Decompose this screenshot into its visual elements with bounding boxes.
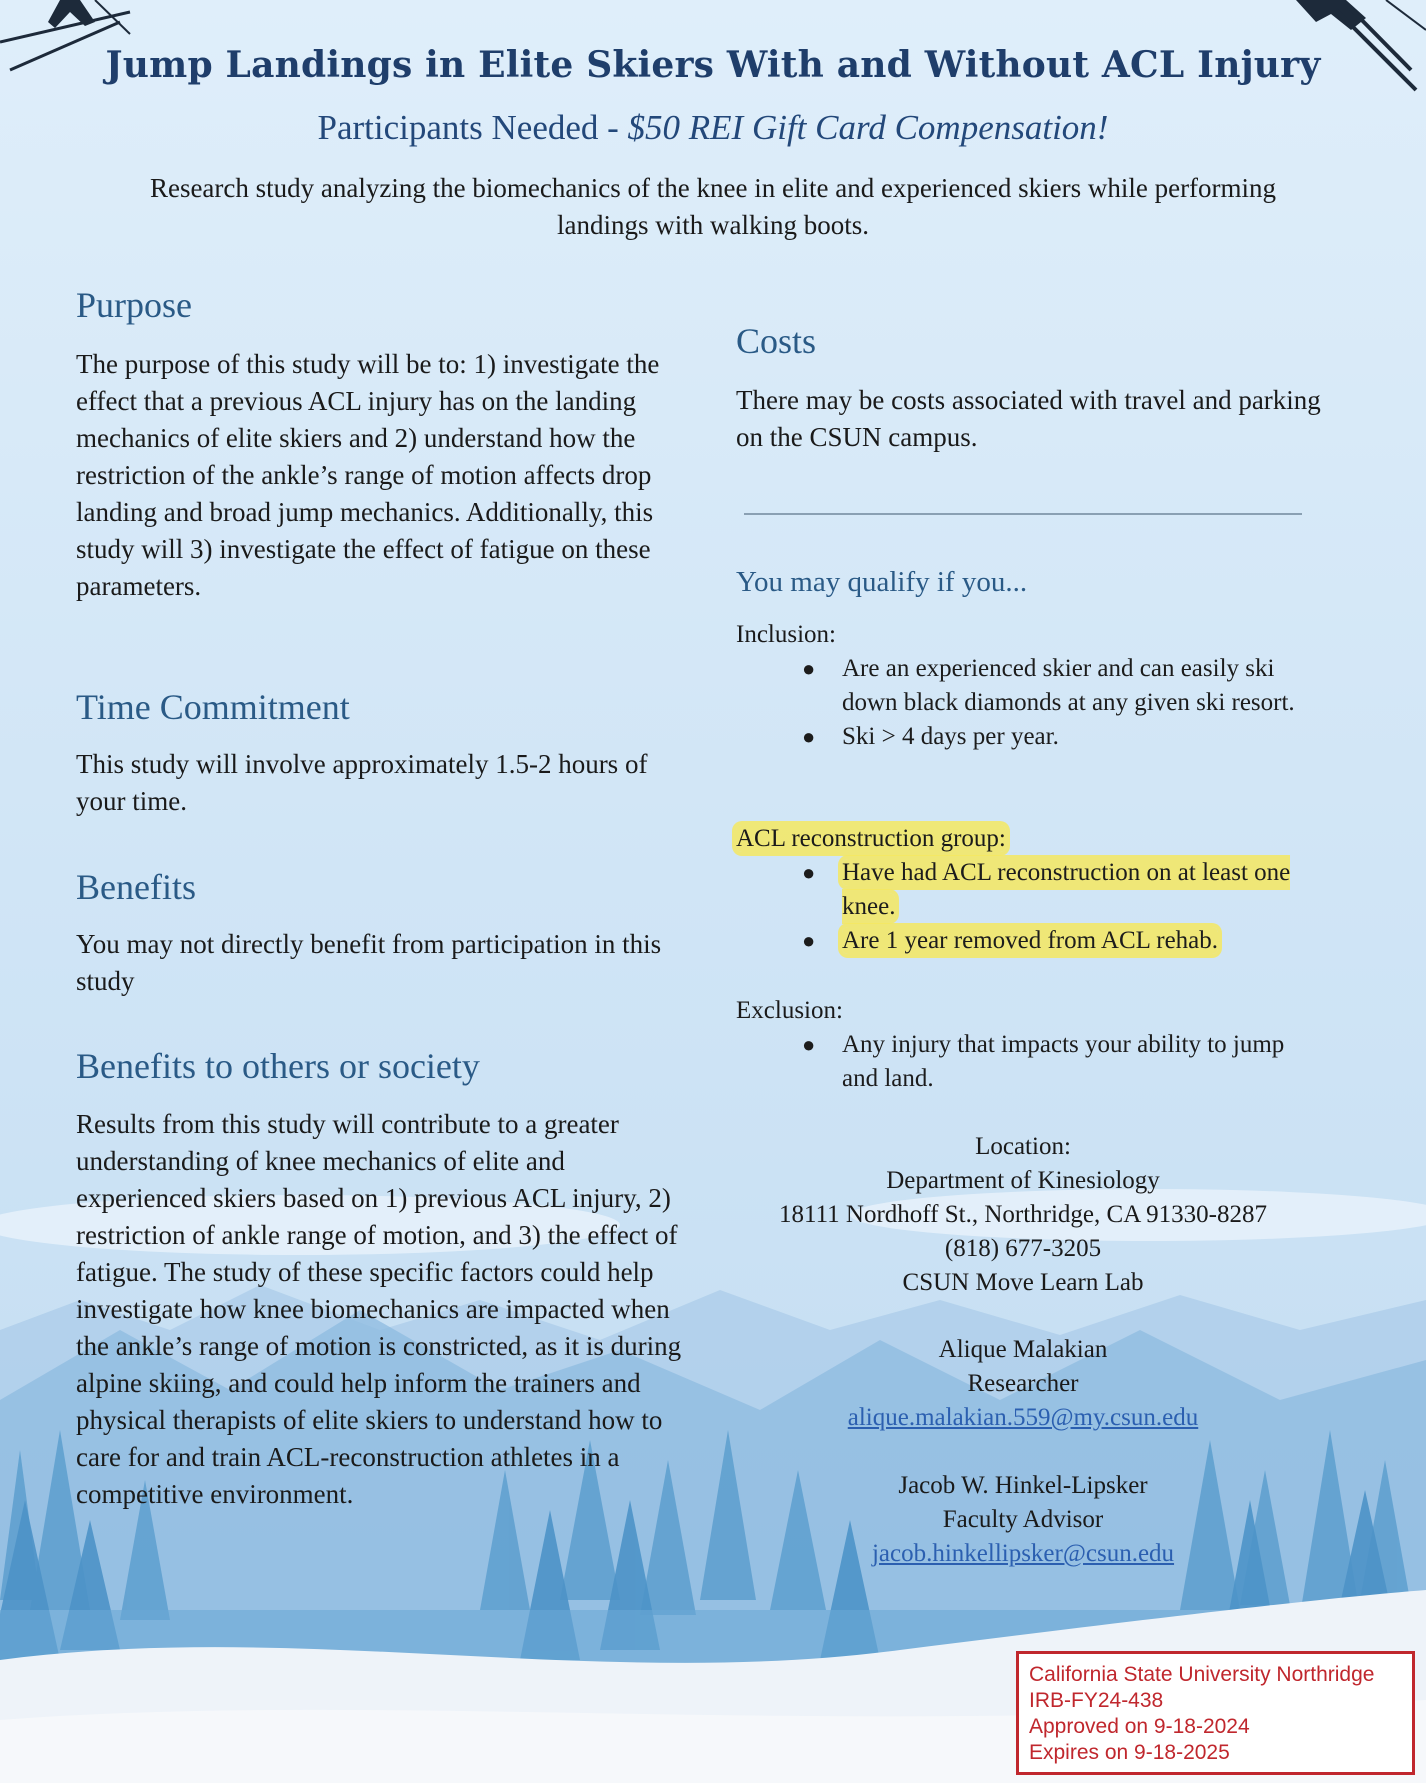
list-item <box>802 652 1307 720</box>
irb-expiry-date: Expires on 9-18-2025 <box>1029 1741 1230 1764</box>
location-label: Location: <box>975 1133 1071 1160</box>
benefits-heading: Benefits <box>76 867 196 907</box>
researcher-email-link[interactable]: alique.malakian.559@my.csun.edu <box>847 1404 1199 1431</box>
qualify-heading: You may qualify if you... <box>736 566 1028 598</box>
researcher-name: Alique Malakian <box>938 1336 1108 1363</box>
location-block <box>720 1130 1326 1300</box>
bullet-icon: ● <box>802 928 816 953</box>
inclusion-list <box>802 652 1307 754</box>
benefits-others-text: Results from this study will contribute to a greater understanding of knee mechanics of elite and experienced skiers based on 1) previous ACL injury, 2) restriction of ankle range of motion, and 3) the effect of fatigue. The study of these specific factors could help investigate how knee biomechanics are impacted when the ankle’s range of motion is constricted, as it is during alpine skiing, and could help inform the trainers and physical therapists of elite skiers to understand how to care for and train ACL-reconstruction athletes in a competitive environment. <box>76 1109 682 1509</box>
inclusion-label: Inclusion: <box>736 621 836 648</box>
inclusion-item-text: Are an experienced skier and can easily ski down black diamonds at any given ski resort. <box>842 655 1295 716</box>
section-divider <box>744 513 1302 515</box>
flyer-subtitle <box>0 108 1426 148</box>
location-department: Department of Kinesiology <box>886 1167 1160 1194</box>
benefits-text: You may not directly benefit from participation in this study <box>76 929 662 996</box>
list-item <box>802 1028 1307 1096</box>
purpose-heading: Purpose <box>76 285 192 325</box>
flyer-title: Jump Landings in Elite Skiers With and Without ACL Injury <box>105 44 1321 86</box>
benefits-others-heading: Benefits to others or society <box>76 1046 480 1086</box>
bullet-icon: ● <box>802 724 816 749</box>
bullet-icon: ● <box>802 656 816 681</box>
time-commitment-heading: Time Commitment <box>76 687 350 727</box>
costs-text: There may be costs associated with travel and parking on the CSUN campus. <box>736 385 1321 452</box>
location-lab: CSUN Move Learn Lab <box>902 1269 1144 1296</box>
exclusion-item-text: Any injury that impacts your ability to jump and land. <box>842 1031 1285 1092</box>
researcher-block <box>720 1333 1326 1435</box>
advisor-email-link[interactable]: jacob.hinkellipsker@csun.edu <box>871 1540 1175 1567</box>
list-item <box>802 856 1322 924</box>
highlight-mark: ACL reconstruction group: <box>736 825 1006 852</box>
irb-number: IRB-FY24-438 <box>1029 1689 1164 1712</box>
time-commitment-text: This study will involve approximately 1.5-2 hours of your time. <box>76 749 648 816</box>
exclusion-list <box>802 1028 1307 1096</box>
exclusion-label: Exclusion: <box>736 997 843 1024</box>
irb-approval-stamp <box>1016 1651 1415 1775</box>
purpose-text: The purpose of this study will be to: 1) investigate the effect that a previous ACL injury has on the landing mechanics of elite skiers and 2) understand how the restriction of the ankle’s range of motion affects drop landing and broad jump mechanics. Additionally, this study will 3) investigate the effect of fatigue on these parameters. <box>76 349 660 601</box>
subtitle-compensation: $50 REI Gift Card Compensation! <box>627 108 1109 147</box>
acl-item-text: Are 1 year removed from ACL rehab. <box>842 927 1219 954</box>
advisor-role: Faculty Advisor <box>942 1506 1104 1533</box>
acl-group-list <box>802 856 1322 958</box>
subtitle-plain: Participants Needed - <box>317 108 628 147</box>
advisor-block <box>720 1469 1326 1571</box>
acl-group-label <box>736 822 1006 856</box>
costs-heading: Costs <box>736 321 817 361</box>
location-address: 18111 Nordhoff St., Northridge, CA 91330-8287 <box>779 1201 1267 1228</box>
skier-silhouette-left-icon <box>0 0 140 80</box>
researcher-role: Researcher <box>967 1370 1079 1397</box>
bullet-icon: ● <box>802 1032 816 1057</box>
list-item <box>802 924 1322 958</box>
inclusion-item-text: Ski > 4 days per year. <box>842 723 1059 750</box>
advisor-name: Jacob W. Hinkel-Lipsker <box>898 1472 1148 1499</box>
irb-approved-date: Approved on 9-18-2024 <box>1029 1715 1250 1738</box>
intro-text: Research study analyzing the biomechanics of the knee in elite and experienced skiers while performing landings with walking boots. <box>149 173 1277 240</box>
location-phone: (818) 677-3205 <box>944 1235 1102 1262</box>
acl-item-text: Have had ACL reconstruction on at least one knee. <box>842 859 1291 920</box>
list-item <box>802 720 1307 754</box>
bullet-icon: ● <box>802 860 816 885</box>
skier-silhouette-right-icon <box>1236 0 1426 100</box>
irb-institution: California State University Northridge <box>1029 1663 1375 1686</box>
